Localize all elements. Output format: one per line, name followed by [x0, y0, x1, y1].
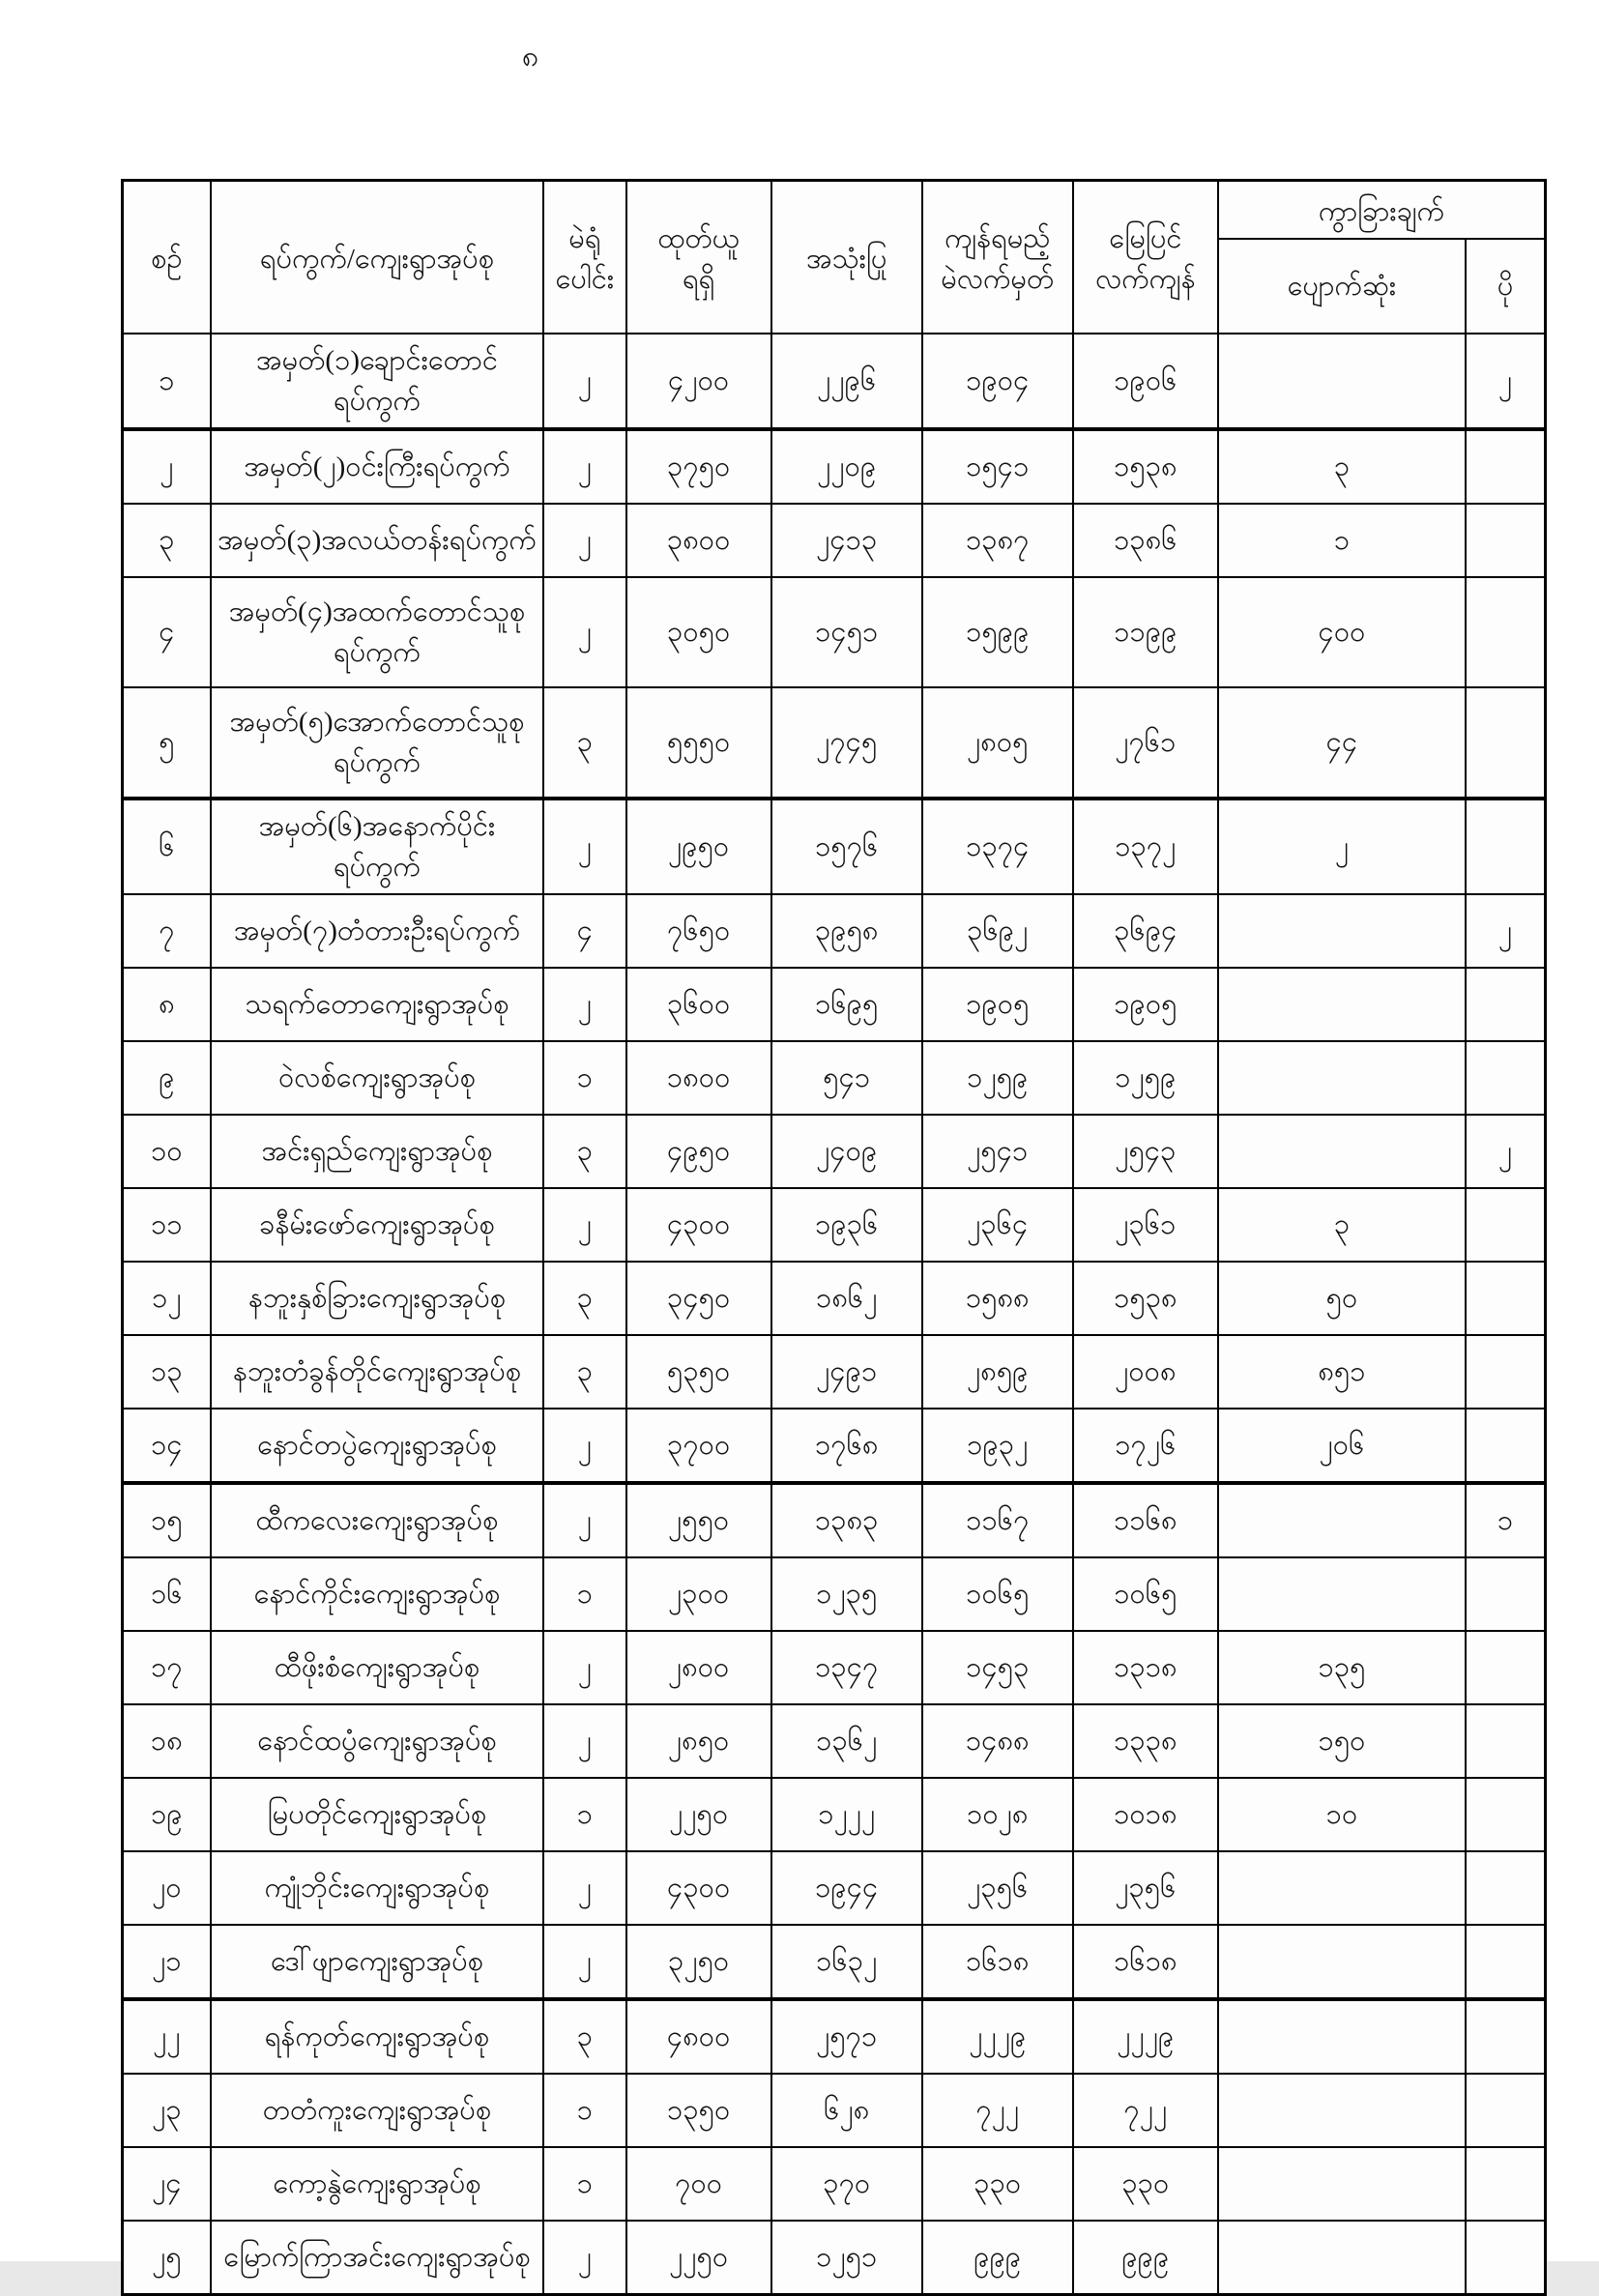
header-line: မြေပြင်: [1109, 222, 1182, 254]
cell-ballots-should-remain: ၂၈၅၉: [922, 1335, 1073, 1409]
header-line: ထုတ်ယူ: [657, 222, 740, 254]
header-difference-group: ကွာခြားချက်: [1218, 181, 1546, 240]
cell-ballots-received: ၃၆၀၀: [626, 968, 771, 1041]
table-row: [123, 1483, 1546, 1557]
cell-ballots-should-remain: ၁၂၅၉: [922, 1041, 1073, 1115]
cell-ward-village-name: အမှတ်(၃)အလယ်တန်းရပ်ကွက်: [211, 504, 543, 577]
cell-polling-stations: ၁: [543, 1778, 625, 1851]
cell-lost: ၃: [1218, 429, 1466, 504]
table-header: [123, 181, 1546, 334]
cell-lost: [1218, 1557, 1466, 1631]
cell-serial-no: ၂: [123, 429, 211, 504]
cell-extra: [1466, 1409, 1545, 1483]
cell-lost: ၂: [1218, 799, 1466, 894]
cell-extra: [1466, 687, 1545, 799]
table-body: [123, 334, 1546, 2295]
cell-polling-stations: ၃: [543, 1115, 625, 1188]
page-number: ၈: [522, 41, 539, 73]
cell-ballots-received: ၄၈၀၀: [626, 1999, 771, 2074]
cell-extra: [1466, 1041, 1545, 1115]
cell-serial-no: ၁၄: [123, 1409, 211, 1483]
cell-polling-stations: ၂: [543, 504, 625, 577]
cell-ballots-received: ၂၈၀၀: [626, 1631, 771, 1704]
cell-ballots-used: ၁၇၆၈: [771, 1409, 922, 1483]
cell-polling-stations: ၂: [543, 1925, 625, 1999]
cell-lost: [1218, 1851, 1466, 1925]
cell-ballots-should-remain: ၁၆၁၈: [922, 1925, 1073, 1999]
header-line: ပေါင်း: [555, 264, 615, 296]
cell-polling-stations: ၃: [543, 1999, 625, 2074]
header-line: လက်ကျန်: [1095, 264, 1196, 296]
cell-lost: ၅၀: [1218, 1262, 1466, 1335]
cell-ground-balance: ၂၃၅၆: [1073, 1851, 1218, 1925]
cell-ballots-received: ၅၃၅၀: [626, 1335, 771, 1409]
header-polling-stations-total: [543, 181, 625, 334]
cell-lost: [1218, 2147, 1466, 2221]
cell-ground-balance: ၁၀၁၈: [1073, 1778, 1218, 1851]
header-serial-no: စဉ်: [123, 181, 211, 334]
table-row: [123, 799, 1546, 894]
cell-extra: [1466, 1557, 1545, 1631]
cell-ground-balance: ၁၃၇၂: [1073, 799, 1218, 894]
cell-extra: [1466, 577, 1545, 687]
table-row: [123, 1262, 1546, 1335]
cell-lost: ၃: [1218, 1188, 1466, 1262]
cell-lost: ၈၅၁: [1218, 1335, 1466, 1409]
cell-serial-no: ၁၁: [123, 1188, 211, 1262]
cell-polling-stations: ၂: [543, 1631, 625, 1704]
cell-ballots-used: ၁၆၉၅: [771, 968, 922, 1041]
cell-ground-balance: ၁၂၅၉: [1073, 1041, 1218, 1115]
cell-ballots-should-remain: ၂၃၅၆: [922, 1851, 1073, 1925]
cell-serial-no: ၂၁: [123, 1925, 211, 1999]
cell-serial-no: ၂၅: [123, 2221, 211, 2295]
table-row: [123, 1335, 1546, 1409]
header-ward-village-tract: ရပ်ကွက်/ကျေးရွာအုပ်စု: [211, 181, 543, 334]
cell-ballots-used: ၆၂၈: [771, 2074, 922, 2147]
cell-ward-village-name: ဒေါ်ဖျာကျေးရွာအုပ်စု: [211, 1925, 543, 1999]
cell-extra: [1466, 1335, 1545, 1409]
cell-lost: ၂၀၆: [1218, 1409, 1466, 1483]
cell-ward-village-name: နဘူးနှစ်ခြားကျေးရွာအုပ်စု: [211, 1262, 543, 1335]
cell-ground-balance: ၂၂၂၉: [1073, 1999, 1218, 2074]
cell-serial-no: ၂၂: [123, 1999, 211, 2074]
cell-lost: [1218, 2074, 1466, 2147]
cell-ward-village-name: ရန်ကုတ်ကျေးရွာအုပ်စု: [211, 1999, 543, 2074]
cell-ballots-should-remain: ၃၆၉၂: [922, 894, 1073, 968]
cell-ward-village-name: နောင်တပွဲကျေးရွာအုပ်စု: [211, 1409, 543, 1483]
cell-ballots-should-remain: ၁၅၄၁: [922, 429, 1073, 504]
header-ground-balance: [1073, 181, 1218, 334]
cell-serial-no: ၉: [123, 1041, 211, 1115]
cell-ground-balance: ၃၆၉၄: [1073, 894, 1218, 968]
cell-polling-stations: ၂: [543, 334, 625, 429]
cell-ground-balance: ၁၁၆၈: [1073, 1483, 1218, 1557]
cell-serial-no: ၁၈: [123, 1704, 211, 1778]
header-line: မဲလက်မှတ်: [941, 264, 1055, 296]
cell-lost: ၄၄: [1218, 687, 1466, 799]
cell-ground-balance: ၁၃၃၈: [1073, 1704, 1218, 1778]
cell-ballots-received: ၂၉၅၀: [626, 799, 771, 894]
cell-ground-balance: ၁၇၂၆: [1073, 1409, 1218, 1483]
cell-polling-stations: ၃: [543, 687, 625, 799]
cell-ward-village-name: နောင်ထပွံကျေးရွာအုပ်စု: [211, 1704, 543, 1778]
cell-serial-no: ၁: [123, 334, 211, 429]
cell-extra: [1466, 1704, 1545, 1778]
cell-ballots-received: ၃၇၀၀: [626, 1409, 771, 1483]
cell-polling-stations: ၁: [543, 1041, 625, 1115]
cell-lost: [1218, 1483, 1466, 1557]
cell-ward-village-name: အင်းရှည်ကျေးရွာအုပ်စု: [211, 1115, 543, 1188]
cell-ballots-used: ၅၄၁: [771, 1041, 922, 1115]
cell-ballots-used: ၂၄၉၁: [771, 1335, 922, 1409]
cell-serial-no: ၇: [123, 894, 211, 968]
header-extra: ပို: [1466, 239, 1545, 334]
cell-lost: ၄၀၀: [1218, 577, 1466, 687]
cell-polling-stations: ၁: [543, 1557, 625, 1631]
cell-ground-balance: ၂၃၆၁: [1073, 1188, 1218, 1262]
cell-extra: [1466, 1631, 1545, 1704]
cell-ground-balance: ၃၃၀: [1073, 2147, 1218, 2221]
cell-ballots-should-remain: ၁၀၂၈: [922, 1778, 1073, 1851]
cell-ballots-received: ၂၃၀၀: [626, 1557, 771, 1631]
header-line: ကျန်ရမည့်: [945, 222, 1051, 254]
table-row: [123, 1115, 1546, 1188]
cell-ballots-used: ၁၅၇၆: [771, 799, 922, 894]
cell-ward-village-name: အမှတ်(၅)အောက်တောင်သူစု ရပ်ကွက်: [211, 687, 543, 799]
cell-lost: [1218, 1041, 1466, 1115]
table-row: [123, 504, 1546, 577]
table-row: [123, 2074, 1546, 2147]
cell-extra: [1466, 1778, 1545, 1851]
cell-ballots-should-remain: ၁၉၀၅: [922, 968, 1073, 1041]
cell-ballots-should-remain: ၉၉၉: [922, 2221, 1073, 2295]
cell-extra: [1466, 429, 1545, 504]
cell-polling-stations: ၃: [543, 1262, 625, 1335]
header-ballots-received: [626, 181, 771, 334]
cell-ward-village-name: အမှတ်(၁)ချောင်းတောင်ရပ်ကွက်: [211, 334, 543, 429]
table-row: [123, 1778, 1546, 1851]
cell-serial-no: ၃: [123, 504, 211, 577]
cell-polling-stations: ၂: [543, 577, 625, 687]
cell-ward-village-name: နောင်ကိုင်းကျေးရွာအုပ်စု: [211, 1557, 543, 1631]
cell-polling-stations: ၂: [543, 1409, 625, 1483]
cell-serial-no: ၁၂: [123, 1262, 211, 1335]
cell-ground-balance: ၁၅၃၈: [1073, 1262, 1218, 1335]
cell-ground-balance: ၁၉၀၅: [1073, 968, 1218, 1041]
cell-ward-village-name: ခနီမ်းဖော်ကျေးရွာအုပ်စု: [211, 1188, 543, 1262]
cell-ground-balance: ၁၃၈၆: [1073, 504, 1218, 577]
cell-polling-stations: ၁: [543, 2074, 625, 2147]
cell-ballots-received: ၄၃၀၀: [626, 1851, 771, 1925]
cell-ballots-should-remain: ၁၃၇၄: [922, 799, 1073, 894]
cell-serial-no: ၁၀: [123, 1115, 211, 1188]
cell-serial-no: ၄: [123, 577, 211, 687]
cell-serial-no: ၆: [123, 799, 211, 894]
cell-ballots-should-remain: ၁၀၆၅: [922, 1557, 1073, 1631]
cell-serial-no: ၁၇: [123, 1631, 211, 1704]
cell-extra: ၂: [1466, 1115, 1545, 1188]
table-row: [123, 968, 1546, 1041]
table-row: [123, 2221, 1546, 2295]
cell-ballots-should-remain: ၁၁၆၇: [922, 1483, 1073, 1557]
cell-ballots-received: ၂၈၅၀: [626, 1704, 771, 1778]
cell-ballots-received: ၁၈၀၀: [626, 1041, 771, 1115]
cell-ballots-used: ၁၂၂၂: [771, 1778, 922, 1851]
header-lost: ပျောက်ဆုံး: [1218, 239, 1466, 334]
cell-serial-no: ၈: [123, 968, 211, 1041]
cell-ward-village-name: မြပတိုင်ကျေးရွာအုပ်စု: [211, 1778, 543, 1851]
cell-extra: ၁: [1466, 1483, 1545, 1557]
ballot-paper-table: [121, 179, 1547, 2296]
cell-lost: ၁: [1218, 504, 1466, 577]
cell-serial-no: ၁၉: [123, 1778, 211, 1851]
cell-ward-village-name: ကျုံဘိုင်းကျေးရွာအုပ်စု: [211, 1851, 543, 1925]
cell-serial-no: ၅: [123, 687, 211, 799]
cell-ballots-used: ၂၇၄၅: [771, 687, 922, 799]
cell-extra: [1466, 2074, 1545, 2147]
cell-ward-village-name: မြောက်ကြာအင်းကျေးရွာအုပ်စု: [211, 2221, 543, 2295]
header-line: ရရှိ: [682, 264, 715, 296]
cell-lost: ၁၀: [1218, 1778, 1466, 1851]
cell-ballots-used: ၁၃၈၃: [771, 1483, 922, 1557]
cell-ballots-used: ၁၉၃၆: [771, 1188, 922, 1262]
cell-polling-stations: ၂: [543, 2221, 625, 2295]
cell-extra: ၂: [1466, 894, 1545, 968]
cell-extra: [1466, 2221, 1545, 2295]
cell-ground-balance: ၁၅၃၈: [1073, 429, 1218, 504]
header-ballots-used: အသုံးပြု: [771, 181, 922, 334]
cell-ballots-should-remain: ၁၃၈၇: [922, 504, 1073, 577]
cell-ballots-received: ၁၃၅၀: [626, 2074, 771, 2147]
cell-ballots-used: ၁၂၃၅: [771, 1557, 922, 1631]
cell-lost: [1218, 1925, 1466, 1999]
cell-ballots-received: ၃၇၅၀: [626, 429, 771, 504]
cell-lost: [1218, 1115, 1466, 1188]
cell-ballots-received: ၂၂၅၀: [626, 1778, 771, 1851]
table-row: [123, 1631, 1546, 1704]
cell-ballots-received: ၃၄၅၀: [626, 1262, 771, 1335]
cell-polling-stations: ၂: [543, 1188, 625, 1262]
cell-polling-stations: ၂: [543, 1851, 625, 1925]
cell-polling-stations: ၂: [543, 799, 625, 894]
cell-lost: [1218, 1999, 1466, 2074]
cell-lost: ၁၃၅: [1218, 1631, 1466, 1704]
cell-ballots-used: ၂၅၇၁: [771, 1999, 922, 2074]
cell-ballots-received: ၇၀၀: [626, 2147, 771, 2221]
table-row: [123, 1557, 1546, 1631]
cell-ballots-used: ၁၄၅၁: [771, 577, 922, 687]
cell-ballots-should-remain: ၁၄၈၈: [922, 1704, 1073, 1778]
cell-ballots-should-remain: ၁၅၉၉: [922, 577, 1073, 687]
cell-ward-village-name: ကော့နွဲကျေးရွာအုပ်စု: [211, 2147, 543, 2221]
cell-ground-balance: ၁၀၆၅: [1073, 1557, 1218, 1631]
cell-ward-village-name: တတံကူးကျေးရွာအုပ်စု: [211, 2074, 543, 2147]
cell-ward-village-name: အမှတ်(၄)အထက်တောင်သူစု ရပ်ကွက်: [211, 577, 543, 687]
cell-polling-stations: ၂: [543, 429, 625, 504]
cell-ground-balance: ၁၉၀၆: [1073, 334, 1218, 429]
cell-ballots-received: ၄၂၀၀: [626, 334, 771, 429]
cell-ballots-received: ၃၈၀၀: [626, 504, 771, 577]
table-row: [123, 429, 1546, 504]
cell-extra: [1466, 1851, 1545, 1925]
cell-lost: [1218, 2221, 1466, 2295]
cell-extra: ၂: [1466, 334, 1545, 429]
cell-ward-village-name: နဘူးတံခွန်တိုင်ကျေးရွာအုပ်စု: [211, 1335, 543, 1409]
cell-ballots-should-remain: ၁၅၈၈: [922, 1262, 1073, 1335]
cell-ballots-used: ၂၄၁၃: [771, 504, 922, 577]
cell-ballots-should-remain: ၁၉၃၂: [922, 1409, 1073, 1483]
cell-ballots-received: ၅၅၅၀: [626, 687, 771, 799]
cell-ballots-used: ၁၉၄၄: [771, 1851, 922, 1925]
cell-ballots-used: ၁၃၄၇: [771, 1631, 922, 1704]
cell-lost: [1218, 894, 1466, 968]
table-row: [123, 1704, 1546, 1778]
cell-ballots-should-remain: ၂၂၂၉: [922, 1999, 1073, 2074]
cell-lost: [1218, 334, 1466, 429]
cell-polling-stations: ၂: [543, 1483, 625, 1557]
cell-extra: [1466, 1999, 1545, 2074]
table-row: [123, 1851, 1546, 1925]
cell-ballots-received: ၇၆၅၀: [626, 894, 771, 968]
cell-ballots-used: ၁၃၆၂: [771, 1704, 922, 1778]
cell-ward-village-name: အမှတ်(၆)အနောက်ပိုင်းရပ်ကွက်: [211, 799, 543, 894]
cell-serial-no: ၂၃: [123, 2074, 211, 2147]
cell-ballots-should-remain: ၂၅၄၁: [922, 1115, 1073, 1188]
cell-serial-no: ၂၀: [123, 1851, 211, 1925]
cell-ward-village-name: သရက်တောကျေးရွာအုပ်စု: [211, 968, 543, 1041]
cell-ballots-should-remain: ၇၂၂: [922, 2074, 1073, 2147]
cell-ward-village-name: အမှတ်(၂)ဝင်းကြီးရပ်ကွက်: [211, 429, 543, 504]
cell-ground-balance: ၇၂၂: [1073, 2074, 1218, 2147]
cell-ballots-received: ၂၅၅၀: [626, 1483, 771, 1557]
header-ballots-should-remain: [922, 181, 1073, 334]
cell-extra: [1466, 2147, 1545, 2221]
cell-polling-stations: ၁: [543, 2147, 625, 2221]
table-row: [123, 334, 1546, 429]
cell-ballots-should-remain: ၁၉၀၄: [922, 334, 1073, 429]
cell-extra: [1466, 504, 1545, 577]
cell-extra: [1466, 968, 1545, 1041]
cell-ballots-should-remain: ၃၃၀: [922, 2147, 1073, 2221]
table-row: [123, 577, 1546, 687]
table-row: [123, 1041, 1546, 1115]
cell-ballots-should-remain: ၂၃၆၄: [922, 1188, 1073, 1262]
cell-ballots-used: ၃၇၀: [771, 2147, 922, 2221]
cell-lost: [1218, 968, 1466, 1041]
cell-ward-village-name: ထီဖိုးစံကျေးရွာအုပ်စု: [211, 1631, 543, 1704]
cell-ballots-used: ၁၈၆၂: [771, 1262, 922, 1335]
cell-serial-no: ၁၃: [123, 1335, 211, 1409]
table-row: [123, 687, 1546, 799]
table-row: [123, 1409, 1546, 1483]
cell-ground-balance: ၁၁၉၉: [1073, 577, 1218, 687]
cell-ballots-used: ၂၂၀၉: [771, 429, 922, 504]
header-line: မဲရုံ: [568, 222, 601, 254]
cell-ballots-used: ၁၂၅၁: [771, 2221, 922, 2295]
cell-extra: [1466, 1188, 1545, 1262]
cell-serial-no: ၂၄: [123, 2147, 211, 2221]
cell-lost: ၁၅၀: [1218, 1704, 1466, 1778]
table-row: [123, 1999, 1546, 2074]
table-row: [123, 1188, 1546, 1262]
cell-polling-stations: ၂: [543, 1704, 625, 1778]
cell-extra: [1466, 1925, 1545, 1999]
cell-serial-no: ၁၅: [123, 1483, 211, 1557]
cell-ballots-used: ၃၉၅၈: [771, 894, 922, 968]
cell-ground-balance: ၁၃၁၈: [1073, 1631, 1218, 1704]
table-row: [123, 1925, 1546, 1999]
table-row: [123, 894, 1546, 968]
cell-ward-village-name: အမှတ်(၇)တံတားဦးရပ်ကွက်: [211, 894, 543, 968]
cell-ballots-received: ၄၃၀၀: [626, 1188, 771, 1262]
cell-ballots-used: ၂၂၉၆: [771, 334, 922, 429]
cell-ground-balance: ၂၇၆၁: [1073, 687, 1218, 799]
cell-polling-stations: ၄: [543, 894, 625, 968]
table-row: [123, 2147, 1546, 2221]
cell-serial-no: ၁၆: [123, 1557, 211, 1631]
cell-extra: [1466, 799, 1545, 894]
cell-polling-stations: ၂: [543, 968, 625, 1041]
cell-polling-stations: ၃: [543, 1335, 625, 1409]
cell-ballots-should-remain: ၂၈၀၅: [922, 687, 1073, 799]
cell-ground-balance: ၂၀၀၈: [1073, 1335, 1218, 1409]
cell-ballots-used: ၁၆၃၂: [771, 1925, 922, 1999]
cell-ward-village-name: ဝဲလစ်ကျေးရွာအုပ်စု: [211, 1041, 543, 1115]
cell-extra: [1466, 1262, 1545, 1335]
cell-ballots-received: ၂၂၅၀: [626, 2221, 771, 2295]
cell-ground-balance: ၂၅၄၃: [1073, 1115, 1218, 1188]
cell-ground-balance: ၁၆၁၈: [1073, 1925, 1218, 1999]
cell-ballots-used: ၂၄၀၉: [771, 1115, 922, 1188]
cell-ballots-received: ၃၀၅၀: [626, 577, 771, 687]
cell-ground-balance: ၉၉၉: [1073, 2221, 1218, 2295]
cell-ward-village-name: ထီကလေးကျေးရွာအုပ်စု: [211, 1483, 543, 1557]
cell-ballots-should-remain: ၁၄၅၃: [922, 1631, 1073, 1704]
cell-ballots-received: ၄၉၅၀: [626, 1115, 771, 1188]
cell-ballots-received: ၃၂၅၀: [626, 1925, 771, 1999]
